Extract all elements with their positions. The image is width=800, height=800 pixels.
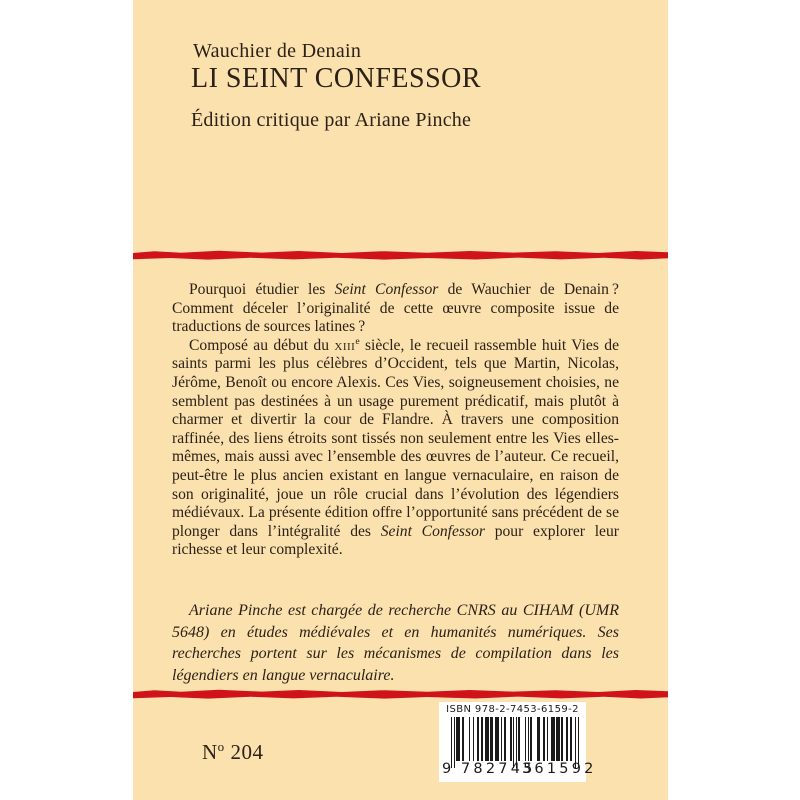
author-bio: Ariane Pinche est chargée de recherche CNRS au CIHAM (UMR 5648) en études médiévales et en humanités numériques. Ses recherches portent sur les mécanismes de compilation dans les légendiers en langue vernaculaire. <box>172 602 619 684</box>
back-cover-blurb <box>172 281 619 560</box>
bottom-red-rule <box>133 689 668 699</box>
top-red-rule <box>133 250 668 260</box>
blurb-paragraph-1: Pourquoi étudier les Seint Confessor de Wauchier de Denain ? Comment déceler l’originalité de cette œuvre composite issue de traductions de sources latines ? <box>172 281 619 336</box>
series-number: $N^o$ 204 <box>202 739 264 764</box>
isbn-barcode <box>439 702 597 782</box>
book-author: Wauchier de Denain <box>193 40 362 62</box>
barcode-digits <box>439 761 597 779</box>
barcode-digit-lead: 9 <box>442 761 452 777</box>
barcode-digit-group-2: 361592 <box>522 761 597 777</box>
edition-subtitle: Édition critique par Ariane Pinche <box>191 109 472 131</box>
book-title: LI SEINT CONFESSOR <box>191 63 482 94</box>
blurb-paragraph-2: Composé au début du xiii$^e$ siècle, le recueil rassemble huit Vies de saints parmi les plus célèbres d’Occident, tels que Martin, Nicolas, Jérôme, Benoît ou encore Alexis. Ces Vies, soigneusement choisies, ne semblent pas destinées à un usage purement prédicatif, mais plutôt à charmer et divertir la cour de Flandre. À travers une composition raffinée, des liens étroits sont tissés non seulement entre les Vies elles-mêmes, mais aussi avec l’ensemble des œuvres de l’auteur. Ce recueil, peut-être le plus ancien existant en langue vernaculaire, en raison de son originalité, joue un rôle crucial dans l’évolution des légendiers médiévaux. La présente édition offre l’opportunité sans précédent de se plonger dans l’intégralité des Seint Confessor pour explorer leur richesse et leur complexité. <box>172 335 619 559</box>
barcode-digit-group-1: 782745 <box>461 761 536 777</box>
isbn-label: ISBN 978-2-7453-6159-2 <box>446 704 579 715</box>
book-back-cover <box>133 0 668 800</box>
